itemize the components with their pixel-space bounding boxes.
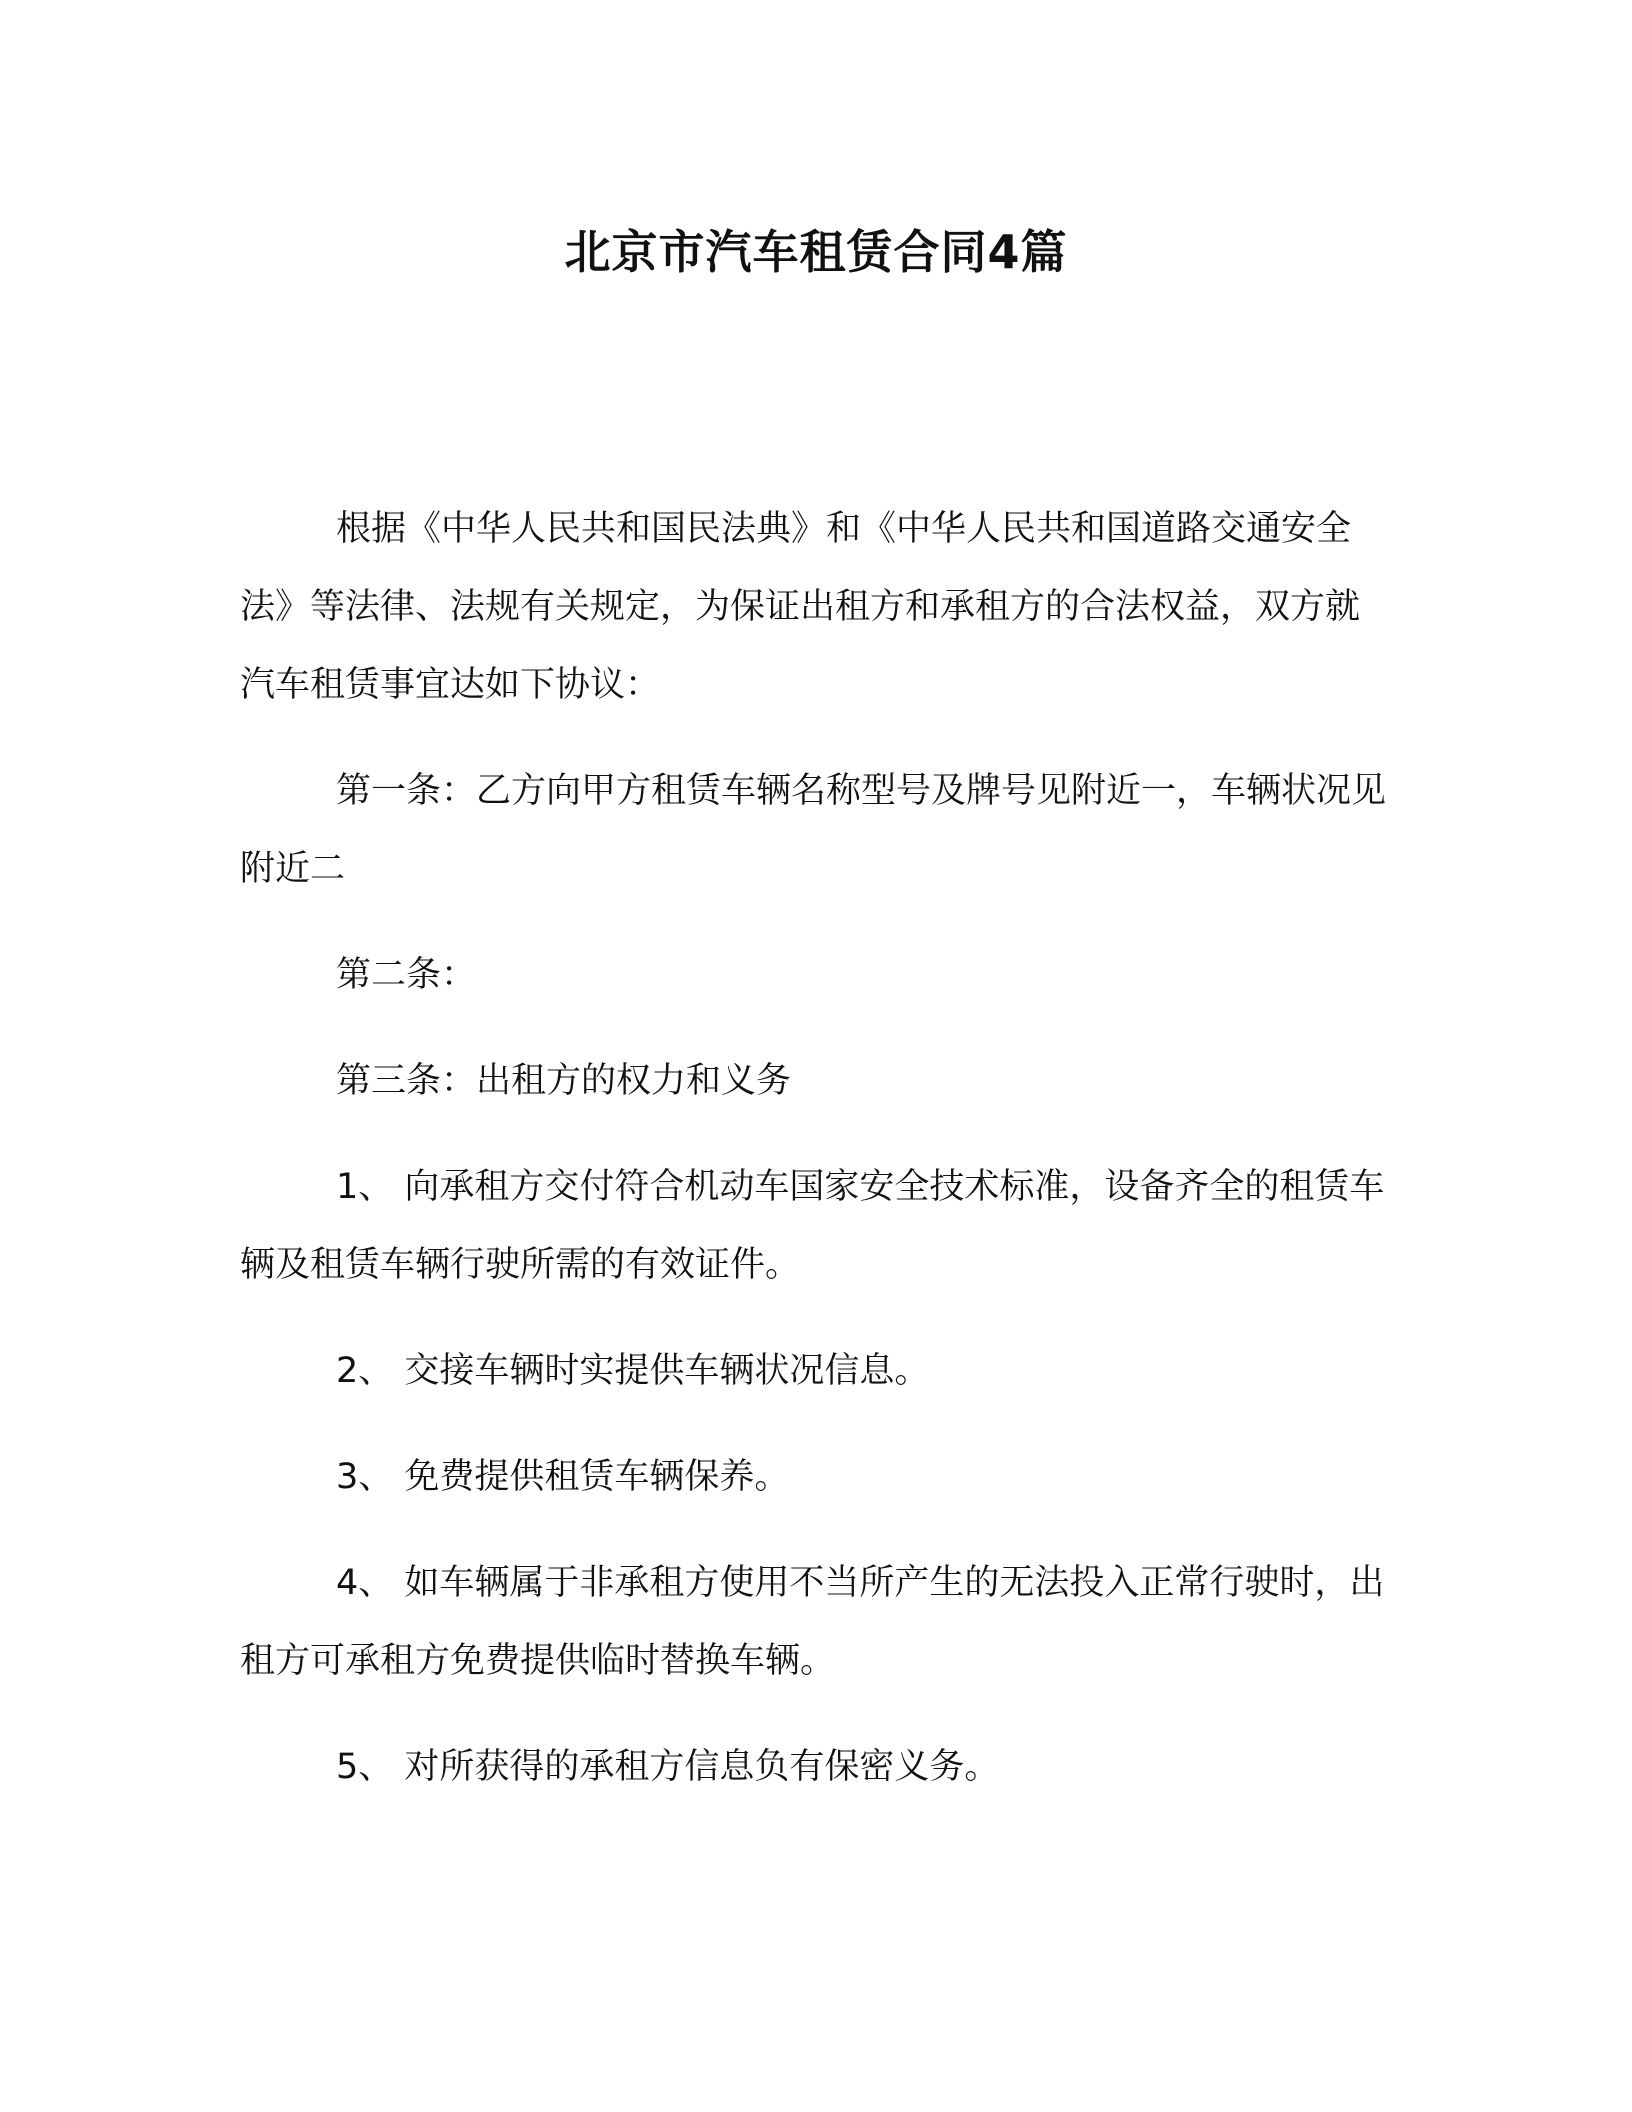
list-item-5: 5、 对所获得的承租方信息负有保密义务。 <box>336 1747 1000 1787</box>
document-title: 北京市汽车租赁合同4篇 <box>564 225 1068 279</box>
list-item-1: 1、 向承租方交付符合机动车国家安全技术标准，设备齐全的租赁车辆及租赁车辆行驶所需的有效证件。 <box>240 1167 1385 1285</box>
article-3-paragraph: 第三条：出租方的权力和义务 <box>336 1061 792 1101</box>
intro-paragraph: 根据《中华人民共和国民法典》和《中华人民共和国道路交通安全法》等法律、法规有关规定，为保证出租方和承租方的合法权益，双方就汽车租赁事宜达如下协议： <box>240 509 1361 705</box>
article-1-paragraph: 第一条：乙方向甲方租赁车辆名称型号及牌号见附近一，车辆状况见附近二 <box>240 771 1387 889</box>
list-item-4: 4、 如车辆属于非承租方使用不当所产生的无法投入正常行驶时，出租方可承租方免费提供临时替换车辆。 <box>240 1563 1385 1681</box>
document-body <box>240 490 1388 1834</box>
list-item-3: 3、 免费提供租赁车辆保养。 <box>336 1457 790 1497</box>
list-item-2: 2、 交接车辆时实提供车辆状况信息。 <box>336 1351 930 1391</box>
article-2-paragraph: 第二条： <box>336 955 477 995</box>
